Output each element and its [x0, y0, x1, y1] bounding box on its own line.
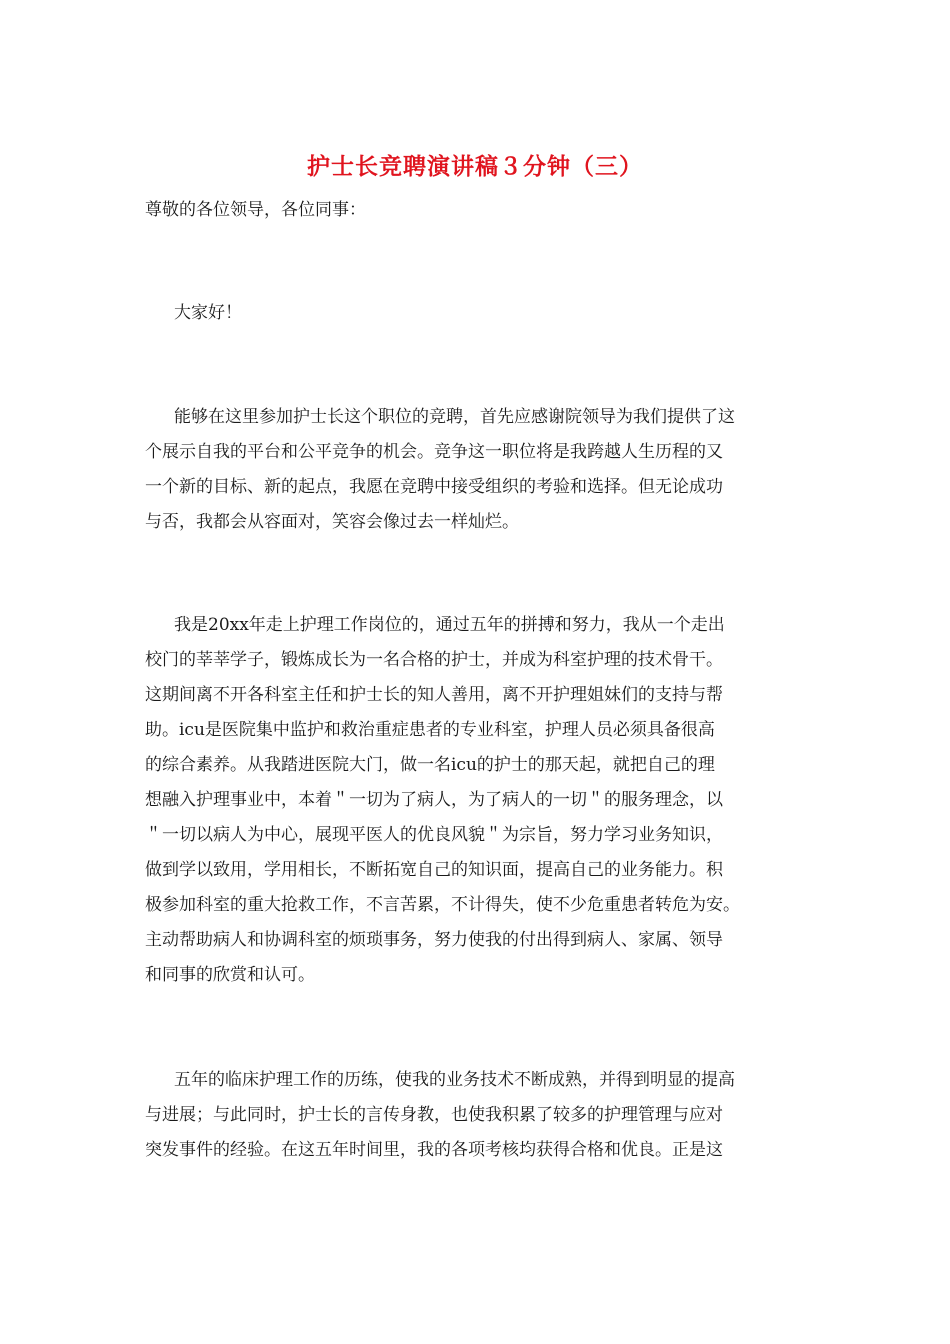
salutation: 尊敬的各位领导，各位同事：: [145, 200, 366, 220]
paragraph-2-line-5: 的综合素养。从我踏进医院大门，做一名icu的护士的那天起，就把自己的理: [145, 755, 715, 775]
paragraph-1-line-4: 与否，我都会从容面对，笑容会像过去一样灿烂。: [145, 512, 519, 532]
paragraph-2-line-9: 极参加科室的重大抢救工作，不言苦累，不计得失，使不少危重患者转危为安。: [145, 895, 740, 915]
paragraph-2-line-3: 这期间离不开各科室主任和护士长的知人善用，离不开护理姐妹们的支持与帮: [145, 685, 723, 705]
paragraph-3-line-2: 与进展；与此同时，护士长的言传身教，也使我积累了较多的护理管理与应对: [145, 1105, 723, 1125]
paragraph-2-line-1: 我是20xx年走上护理工作岗位的，通过五年的拼搏和努力，我从一个走出: [174, 615, 725, 635]
paragraph-3-line-1: 五年的临床护理工作的历练，使我的业务技术不断成熟，并得到明显的提高: [174, 1070, 735, 1090]
paragraph-1-line-3: 一个新的目标、新的起点，我愿在竞聘中接受组织的考验和选择。但无论成功: [145, 477, 723, 497]
document-title: 护士长竞聘演讲稿３分钟（三）: [307, 154, 643, 180]
greeting: 大家好！: [174, 303, 242, 323]
paragraph-1-line-1: 能够在这里参加护士长这个职位的竞聘，首先应感谢院领导为我们提供了这: [174, 407, 735, 427]
paragraph-3-line-3: 突发事件的经验。在这五年时间里，我的各项考核均获得合格和优良。正是这: [145, 1140, 723, 1160]
paragraph-2-line-8: 做到学以致用，学用相长，不断拓宽自己的知识面，提高自己的业务能力。积: [145, 860, 723, 880]
paragraph-2-line-7: ＂一切以病人为中心，展现平医人的优良风貌＂为宗旨，努力学习业务知识，: [145, 825, 723, 845]
paragraph-2-line-2: 校门的莘莘学子，锻炼成长为一名合格的护士，并成为科室护理的技术骨干。: [145, 650, 723, 670]
paragraph-2-line-4: 助。icu是医院集中监护和救治重症患者的专业科室，护理人员必须具备很高: [145, 720, 715, 740]
paragraph-2-line-6: 想融入护理事业中，本着＂一切为了病人，为了病人的一切＂的服务理念，以: [145, 790, 723, 810]
paragraph-2-line-11: 和同事的欣赏和认可。: [145, 965, 315, 985]
paragraph-2-line-10: 主动帮助病人和协调科室的烦琐事务，努力使我的付出得到病人、家属、领导: [145, 930, 723, 950]
paragraph-1-line-2: 个展示自我的平台和公平竞争的机会。竞争这一职位将是我跨越人生历程的又: [145, 442, 723, 462]
